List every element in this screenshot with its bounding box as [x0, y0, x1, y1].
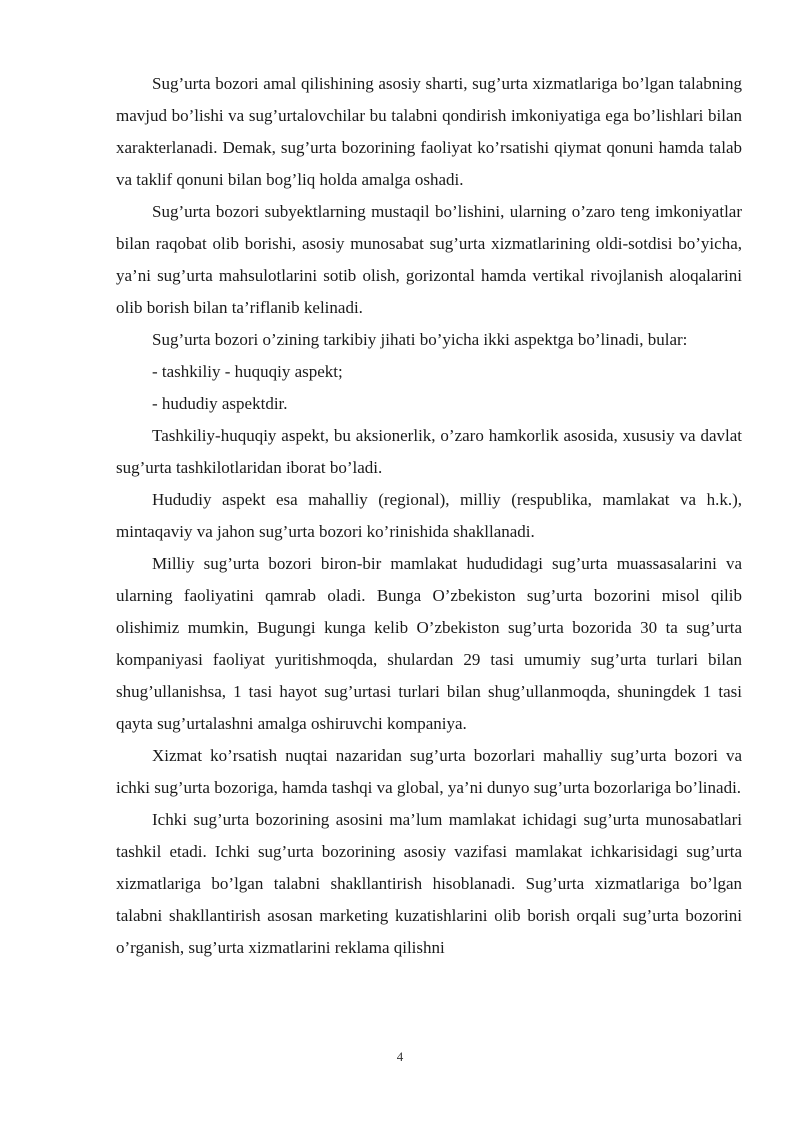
paragraph-territorial-aspect: Hududiy aspekt esa mahalliy (regional), milliy (respublika, mamlakat va h.k.), mintaqaviy va jahon sug’urta bozori ko’rinishida shakllanadi.: [116, 490, 742, 541]
body-text: [116, 68, 742, 964]
paragraph-structure-intro: Sug’urta bozori o’zining tarkibiy jihati bo’yicha ikki aspektga bo’linadi, bular:: [152, 330, 688, 349]
list-item-territorial-aspect: - hududiy aspektdir.: [152, 394, 288, 413]
paragraph-service-viewpoint: Xizmat ko’rsatish nuqtai nazaridan sug’urta bozorlari mahalliy sug’urta bozori va ichki sug’urta bozoriga, hamda tashqi va global, ya’ni dunyo sug’urta bozorlariga bo’linadi.: [116, 746, 742, 797]
list-item-legal-aspect: - tashkiliy - huquqiy aspekt;: [152, 362, 343, 381]
paragraph-legal-aspect: Tashkiliy-huquqiy aspekt, bu aksionerlik, o’zaro hamkorlik asosida, xususiy va davlat sug’urta tashkilotlaridan iborat bo’ladi.: [116, 426, 742, 477]
paragraph-market-condition: Sug’urta bozori amal qilishining asosiy sharti, sug’urta xizmatlariga bo’lgan talabning mavjud bo’lishi va sug’urtalovchilar bu talabni qondirish imkoniyatiga ega bo’lishlari bilan xarakterlanadi. Demak, sug’urta bozorining faoliyat ko’rsatishi qiymat qonuni hamda talab va taklif qonuni bilan bog’liq holda amalga oshadi.: [116, 74, 742, 189]
page-number: 4: [396, 1049, 404, 1064]
paragraph-market-subjects: Sug’urta bozori subyektlarning mustaqil bo’lishini, ularning o’zaro teng imkoniyatlar bilan raqobat olib borishi, asosiy munosabat sug’urta xizmatlarining oldi-sotdisi bo’yicha, ya’ni sug’urta mahsulotlarini sotib olish, gorizontal hamda vertikal rivojlanish aloqalarini olib borish bilan ta’riflanib kelinadi.: [116, 202, 742, 317]
paragraph-national-market: Milliy sug’urta bozori biron-bir mamlakat hududidagi sug’urta muassasalarini va ularning faoliyatini qamrab oladi. Bunga O’zbekiston sug’urta bozorini misol qilib olishimiz mumkin, Bugungi kunga kelib O’zbekiston sug’urta bozorida 30 ta sug’urta kompaniyasi faoliyat yuritishmoqda, shulardan 29 tasi umumiy sug’urta turlari bilan shug’ullanishsa, 1 tasi hayot sug’urtasi turlari bilan shug’ullanmoqda, shuningdek 1 tasi qayta sug’urtalashni amalga oshiruvchi kompaniya.: [116, 554, 742, 733]
paragraph-domestic-market: Ichki sug’urta bozorining asosini ma’lum mamlakat ichidagi sug’urta munosabatlari tashkil etadi. Ichki sug’urta bozorining asosiy vazifasi mamlakat ichkarisidagi sug’urta xizmatlariga bo’lgan talabni shakllantirish hisoblanadi. Sug’urta xizmatlariga bo’lgan talabni shakllantirish asosan marketing kuzatishlarini olib borish orqali sug’urta bozorini o’rganish, sug’urta xizmatlarini reklama qilishni: [116, 810, 742, 957]
